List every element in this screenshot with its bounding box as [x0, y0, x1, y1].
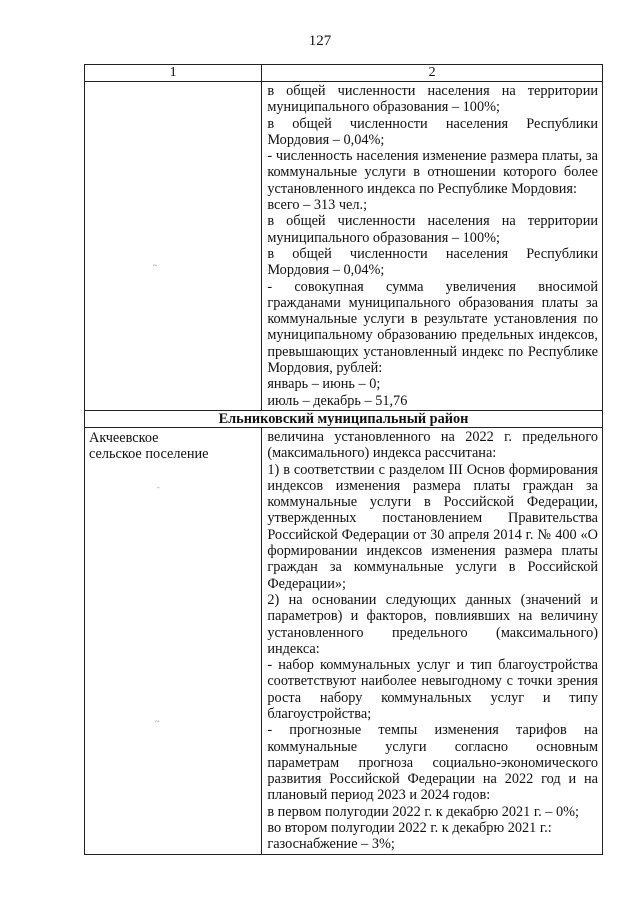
text-line: индексов изменения размера платы граждан за [267, 477, 598, 494]
table-row [85, 82, 603, 411]
text-line: 2) на основании следующих данных (значений и [267, 591, 598, 608]
table-row [85, 427, 603, 854]
text-line: муниципального образования – 100%; [267, 229, 500, 246]
text-line: - численность населения изменение размера платы, за [267, 148, 598, 165]
section-title: Ельниковский муниципальный район [85, 410, 603, 427]
text-line: развития Российской Федерации на 2022 год и на [267, 771, 598, 788]
text-line: утвержденных постановлением Правительства [267, 510, 598, 527]
description-cell [262, 82, 603, 411]
text-line: Федерации»; [267, 575, 346, 592]
text-line: в первом полугодии 2022 г. к декабрю 2021 г. – 0%; [267, 803, 580, 820]
municipality-cell-empty [85, 82, 262, 411]
text-line: во втором полугодии 2022 г. к декабрю 2021 г.: [267, 820, 552, 837]
text-line: установленного предельного (максимального) [267, 624, 598, 641]
text-line: установленного индекса по Республике Мордовия: [267, 180, 577, 197]
text-line: всего – 313 чел.; [267, 197, 368, 214]
text-line: в общей численности населения на территории [267, 83, 598, 99]
description-cell [262, 427, 603, 854]
scan-speck: - [157, 482, 160, 492]
text-line: в общей численности населения Республики [267, 115, 598, 132]
page-number: 127 [308, 33, 332, 49]
text-line: в общей численности населения на территории [267, 213, 598, 230]
text-line: роста набору коммунальных услуг и типу [267, 689, 598, 706]
text-line: граждан за коммунальные услуги в Российской [267, 559, 598, 576]
text-line: - прогнозные темпы изменения тарифов на [267, 722, 598, 739]
municipality-name-line: Акчеевское [89, 429, 159, 446]
text-line: благоустройства; [267, 705, 372, 722]
text-line: превышающих установленный индекс по Республике [267, 343, 598, 360]
text-line: Мордовия – 0,04%; [267, 262, 385, 279]
text-line: в общей численности населения Республики [267, 245, 598, 262]
text-line: Мордовия, рублей: [267, 360, 383, 377]
scan-speck: ~ [155, 716, 160, 726]
municipality-cell [85, 427, 262, 854]
text-line: величина установленного на 2022 г. предельного [267, 428, 598, 445]
text-line: муниципального образования – 100%; [267, 99, 500, 116]
text-line: коммунальные услуги в результате установления по [267, 311, 598, 328]
text-line: параметров) и факторов, повлиявших на величину [267, 608, 598, 625]
text-line: коммунальные услуги в отношении которого более [267, 164, 598, 181]
section-row [85, 410, 603, 427]
text-line: январь – июнь – 0; [267, 376, 381, 393]
column-header-2: 2 [262, 65, 603, 82]
scan-speck: ~ [153, 261, 158, 270]
text-line: 1) в соответствии с разделом III Основ формирования [267, 461, 598, 478]
document-table [84, 64, 603, 855]
text-line: параметрам прогноза социально-экономического [267, 754, 598, 771]
column-header-1: 1 [85, 65, 262, 82]
table-header-row [85, 65, 603, 82]
text-line: газоснабжение – 3%; [267, 836, 395, 853]
text-line: формировании индексов изменения размера платы [267, 543, 598, 560]
text-line: гражданами муниципального образования платы за [267, 294, 598, 311]
text-line: муниципальному образованию предельных индексов, [267, 327, 598, 344]
text-line: Мордовия – 0,04%; [267, 131, 385, 148]
text-line: Российской Федерации от 30 апреля 2014 г. № 400 «О [267, 526, 598, 543]
text-line: соответствуют наиболее невыгодному с точки зрения [267, 673, 598, 690]
text-line: - набор коммунальных услуг и тип благоустройства [267, 657, 598, 674]
municipality-name-line: сельское поселение [89, 446, 209, 463]
text-line: июль – декабрь – 51,76 [267, 392, 408, 409]
text-line: индекса: [267, 640, 320, 657]
text-line: - совокупная сумма увеличения вносимой [267, 278, 598, 295]
text-line: (максимального) индекса рассчитана: [267, 445, 497, 462]
text-line: плановый период 2023 и 2024 годов: [267, 787, 491, 804]
text-line: коммунальные услуги в Российской Федерации, [267, 494, 598, 511]
text-line: коммунальные услуги согласно основным [267, 738, 598, 755]
